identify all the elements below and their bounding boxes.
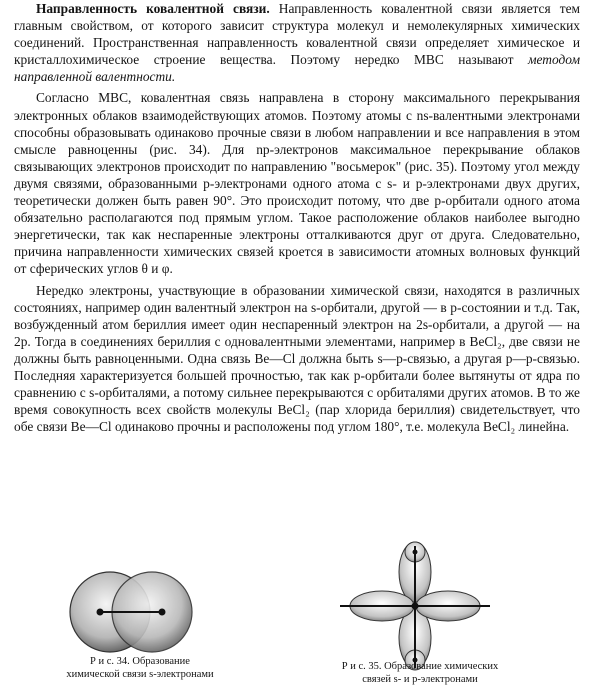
paragraph-3: Нередко электроны, участвующие в образовании химической связи, находятся в различных состояниях, например один валентный электрон на s-орбитали, другой — в p-состоянии и т.д. Так, возбужденный атом бериллия имеет один неспаренный электрон на 2s-орбитали, а другой — на 2p. Тогда в соединениях бериллия с одновалентными элементами, например в BeCl₂, две связи не должны быть равноценными. Одна связь Be—Cl должна быть s—p-связью, а другая p—p-связью. Последняя характеризуется большей прочностью, так как p-орбитали более вытянуты от ядра по сравнению с s-орбиталями, а потому сильнее перекрываются с орбиталями других атомов. В то же время совокупность всех свойств молекулы BeCl₂ (пар хлорида бериллия) свидетельствует, что обе связи Be—Cl одинаково прочны и расположены под углом 180°, т.е. молекула BeCl₂ линейна. [14, 282, 580, 435]
figure-34-s-orbitals [62, 560, 202, 660]
figure-34-caption-line2: химической связи s-электронами [66, 669, 214, 680]
figures-area [0, 540, 590, 697]
paragraph-2: Согласно МВС, ковалентная связь направлена в сторону максимального перекрывания электронных облаков взаимодействующих атомов. Поэтому атомы с ns-валентными электронами способны образовывать одинаково прочные связи в любом направлении и все направления в этом смысле равноценны (рис. 34). Для np-электронов максимальное перекрывание облаков связывающих электронов происходит по направлению "восьмерок" (рис. 35). Поэтому угол между двумя связями, образованными p-электронами одного атома с s- и p-электронами двух других, теоретически должен быть равен 90°. Это происходит потому, что две p-орбитали одного атома обязательно располагаются под прямым углом. Такое расположение облаков наиболее выгодно энергетически, так как неспаренные электроны отталкиваются друг от друга. Следовательно, причина направленности химических связей кроется в зависимости атомных волновых функций от сферических углов θ и φ. [14, 90, 580, 277]
figure-34-caption [50, 655, 230, 681]
paragraph-1-text: Направленность ковалентной связи является тем главным свойством, от которого зависит структура молекул и немолекулярных химических соединений. Пространственная направленность ковалентной связи определяет химическое и кристаллохимическое строение вещества. Поэтому нередко МВС называют [14, 1, 580, 68]
document-page [14, 0, 580, 435]
figure-35-caption [310, 660, 530, 686]
section-heading: Направленность ковалентной связи. [36, 1, 270, 16]
figure-35-caption-line1: Р и с. 35. Образование химических [341, 661, 499, 672]
italic-term: методом направленной валентности. [14, 52, 580, 85]
figure-35-caption-line2: связей s- и p-электронами [362, 674, 478, 685]
figure-34-caption-line1: Р и с. 34. Образование [90, 656, 190, 667]
paragraph-1 [14, 0, 580, 85]
figure-35-p-orbitals [330, 540, 500, 680]
